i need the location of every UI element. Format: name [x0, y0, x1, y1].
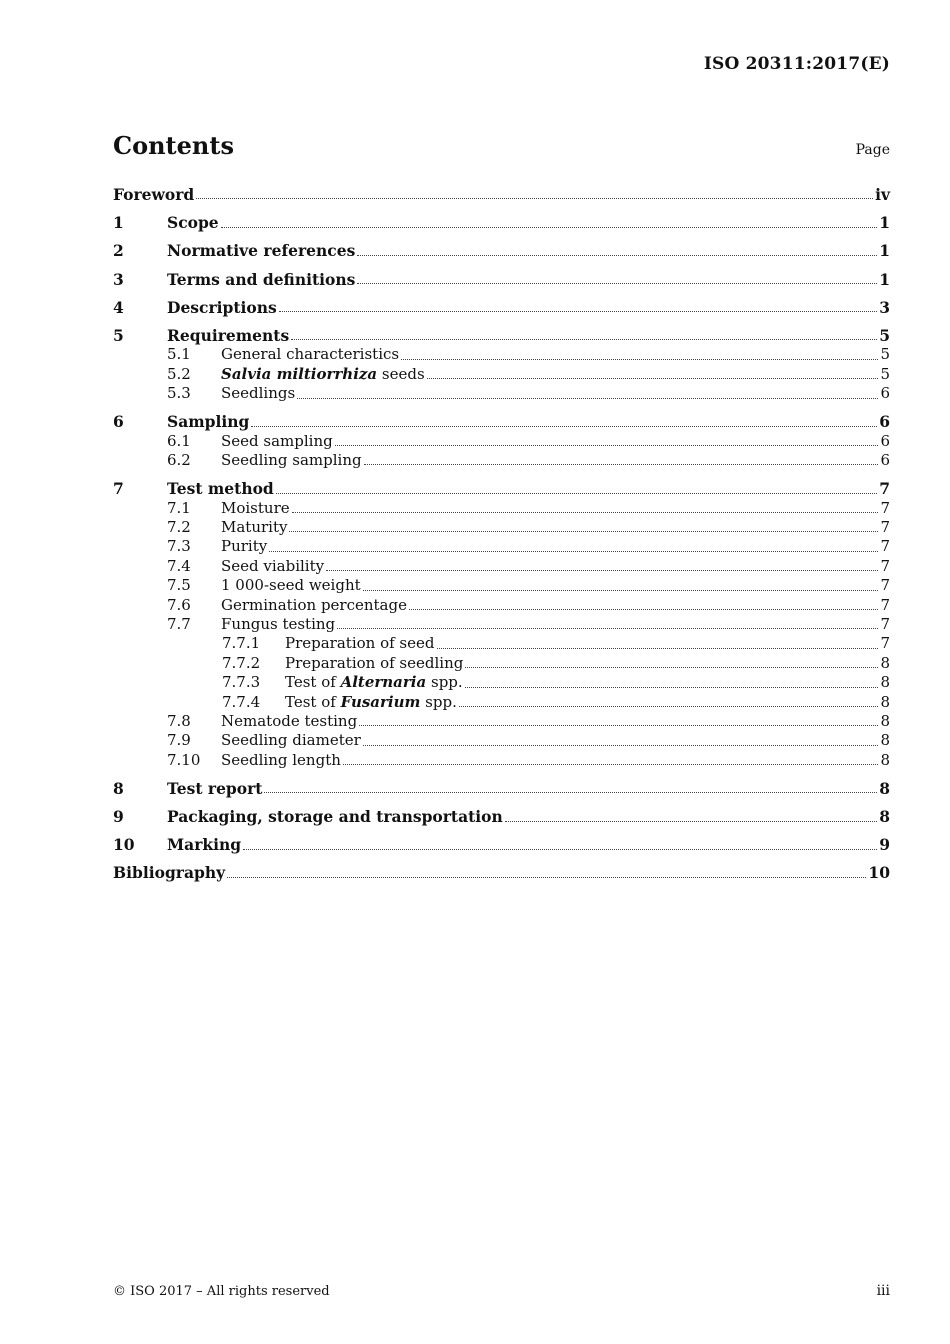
- toc-entry-page: 7: [880, 556, 890, 575]
- toc-entry-page: 6: [880, 451, 890, 470]
- toc-entry[interactable]: [113, 779, 890, 798]
- footer-copyright: © ISO 2017 – All rights reserved: [113, 1284, 330, 1299]
- toc-dot-leader: [427, 377, 879, 379]
- toc-entry-title: [221, 365, 427, 384]
- toc-entry-title-prefix: Test of: [285, 692, 341, 711]
- toc-entry-title: Test method: [167, 479, 274, 499]
- toc-entry-number: 7.6: [167, 595, 191, 614]
- toc-entry[interactable]: [113, 213, 890, 232]
- toc-entry-title: Normative references: [167, 241, 356, 261]
- toc-entry-number: 5.2: [167, 364, 191, 383]
- toc-dot-leader: [363, 589, 879, 591]
- toc-entry-page: 7: [880, 634, 890, 653]
- toc-entry-number: 5.1: [167, 345, 191, 364]
- toc-entry-number: 5: [113, 325, 124, 345]
- toc-entry-title: Preparation of seedling: [285, 653, 464, 672]
- toc-entry-number: 6.1: [167, 431, 191, 450]
- toc-entry-title: Test report: [167, 778, 263, 798]
- toc-entry-title: Moisture: [221, 498, 290, 517]
- toc-entry-number: 7.4: [167, 556, 191, 575]
- toc-entry-title: Seedling diameter: [221, 731, 361, 750]
- toc-entry[interactable]: [113, 412, 890, 431]
- toc-dot-leader: [409, 608, 878, 610]
- toc-dot-leader: [465, 686, 879, 688]
- footer-page-number: iii: [876, 1283, 890, 1299]
- toc-entry[interactable]: [113, 731, 890, 750]
- toc-entry-page: 8: [880, 750, 890, 769]
- toc-entry-number: 3: [113, 269, 124, 289]
- toc-entry[interactable]: [113, 807, 890, 826]
- toc-entry-title-species: Alternaria: [340, 673, 427, 692]
- toc-entry[interactable]: [113, 185, 890, 204]
- toc-entry-number: 7.3: [167, 537, 191, 556]
- toc-entry-page: 6: [880, 384, 890, 403]
- toc-entry[interactable]: [113, 693, 890, 712]
- toc-entry-page: iv: [875, 185, 890, 204]
- toc-entry-number: 8: [113, 778, 124, 798]
- toc-entry-page: 5: [880, 345, 890, 364]
- toc-entry-page: 1: [879, 213, 890, 233]
- toc-entry-title-species: Fusarium: [340, 692, 421, 711]
- toc-entry-number: 7.5: [167, 576, 191, 595]
- toc-entry-number: 7.8: [167, 711, 191, 730]
- toc-entry[interactable]: [113, 432, 890, 451]
- toc-dot-leader: [359, 724, 878, 726]
- toc-entry-number: 2: [113, 241, 124, 261]
- toc-dot-leader: [357, 282, 877, 284]
- toc-entry-page: 6: [880, 431, 890, 450]
- toc-entry-title: Scope: [167, 213, 219, 233]
- toc-entry-number: 6.2: [167, 451, 191, 470]
- toc-dot-leader: [505, 820, 877, 822]
- toc-entry-title: Preparation of seed: [285, 634, 435, 653]
- toc-entry-title: Maturity: [221, 518, 288, 537]
- toc-entry[interactable]: [113, 615, 890, 634]
- toc-dot-leader: [364, 463, 879, 465]
- toc-entry-number: 7.7.3: [222, 673, 261, 692]
- toc-dot-leader: [343, 763, 879, 765]
- toc-entry-page: 7: [880, 615, 890, 633]
- toc-entry[interactable]: [113, 499, 890, 518]
- toc-entry-number: 7.10: [167, 750, 201, 769]
- toc-entry-page: 7: [880, 595, 890, 614]
- toc-dot-leader: [326, 569, 878, 571]
- toc-entry[interactable]: [113, 673, 890, 692]
- toc-entry-title-species: Salvia miltiorrhiza: [221, 364, 378, 383]
- toc-entry-page: 1: [879, 269, 890, 289]
- table-of-contents: [113, 185, 890, 883]
- toc-entry-title: Terms and definitions: [167, 269, 356, 289]
- toc-entry-title: Bibliography: [113, 863, 226, 883]
- toc-entry-title: Descriptions: [167, 297, 277, 317]
- contents-heading: Contents: [113, 131, 234, 160]
- toc-entry-title: Foreword: [113, 185, 195, 204]
- toc-entry[interactable]: [113, 537, 890, 556]
- toc-entry[interactable]: [113, 241, 890, 260]
- toc-entry-page: 7: [880, 498, 890, 517]
- toc-entry-title: Seed sampling: [221, 431, 333, 450]
- toc-entry-title-suffix: seeds: [377, 364, 425, 383]
- toc-entry[interactable]: [113, 451, 890, 470]
- toc-entry[interactable]: [113, 751, 890, 770]
- toc-entry-title: Seed viability: [221, 556, 325, 575]
- toc-dot-leader: [276, 492, 877, 494]
- toc-entry-title: 1 000-seed weight: [221, 576, 361, 595]
- toc-entry-page: 8: [880, 731, 890, 750]
- toc-entry-title: General characteristics: [221, 345, 400, 364]
- toc-entry[interactable]: [113, 298, 890, 317]
- toc-entry-page: 8: [880, 692, 890, 711]
- toc-entry-page: 7: [880, 518, 890, 537]
- toc-entry-title-prefix: Test of: [285, 673, 341, 692]
- toc-entry-title: Seedlings: [221, 384, 296, 403]
- toc-entry-number: 6: [113, 412, 124, 432]
- toc-entry-page: 7: [880, 537, 890, 556]
- toc-entry-page: 8: [879, 778, 890, 798]
- toc-dot-leader: [196, 197, 873, 199]
- toc-entry[interactable]: [113, 270, 890, 289]
- toc-entry-title: Germination percentage: [221, 595, 407, 614]
- toc-dot-leader: [357, 254, 877, 256]
- toc-entry-number: 7: [113, 479, 124, 499]
- toc-entry[interactable]: [113, 557, 890, 576]
- toc-entry-title: Seedling length: [221, 750, 341, 769]
- toc-entry-title: Requirements: [167, 325, 290, 345]
- toc-dot-leader: [269, 550, 878, 552]
- toc-dot-leader: [335, 444, 879, 446]
- toc-entry-page: 1: [879, 241, 890, 261]
- toc-entry-number: 4: [113, 297, 124, 317]
- toc-entry-title: Seedling sampling: [221, 451, 362, 470]
- toc-entry-page: 8: [880, 711, 890, 730]
- toc-entry-title: Sampling: [167, 412, 250, 432]
- toc-entry-number: 7.9: [167, 731, 191, 750]
- toc-entry-number: 7.7.1: [222, 634, 261, 653]
- toc-entry-page: 6: [879, 412, 890, 432]
- toc-dot-leader: [289, 530, 878, 532]
- toc-entry[interactable]: [113, 326, 890, 345]
- toc-entry-title: Marking: [167, 835, 242, 855]
- toc-entry-number: 9: [113, 807, 124, 827]
- toc-entry[interactable]: [113, 863, 890, 882]
- toc-entry-number: 7.7.4: [222, 692, 261, 711]
- toc-dot-leader: [465, 666, 878, 668]
- toc-entry-page: 3: [879, 297, 890, 317]
- toc-entry[interactable]: [113, 654, 890, 673]
- toc-entry-page: 7: [880, 576, 890, 595]
- toc-entry-page: 7: [879, 479, 890, 499]
- toc-entry[interactable]: [113, 365, 890, 384]
- toc-entry[interactable]: [113, 634, 890, 653]
- toc-entry-page: 5: [880, 364, 890, 383]
- toc-entry[interactable]: [113, 345, 890, 364]
- toc-dot-leader: [459, 705, 879, 707]
- toc-entry-page: 9: [879, 835, 890, 855]
- toc-entry[interactable]: [113, 518, 890, 537]
- toc-dot-leader: [227, 876, 866, 878]
- toc-entry-title-suffix: spp.: [420, 692, 457, 711]
- toc-entry[interactable]: [113, 596, 890, 615]
- toc-entry-number: 5.3: [167, 384, 191, 403]
- toc-entry[interactable]: [113, 384, 890, 403]
- toc-entry-title: Fungus testing: [221, 615, 336, 633]
- toc-entry-page: 8: [880, 673, 890, 692]
- toc-dot-leader: [291, 338, 877, 340]
- page-column-label: Page: [855, 142, 890, 158]
- toc-entry-number: 10: [113, 835, 135, 855]
- toc-entry-title: Purity: [221, 537, 268, 556]
- toc-entry-page: 5: [879, 325, 890, 345]
- toc-entry-page: 10: [868, 863, 890, 883]
- toc-entry[interactable]: [113, 479, 890, 498]
- toc-dot-leader: [251, 425, 877, 427]
- toc-entry-number: 7.7: [167, 615, 191, 633]
- toc-entry-title-suffix: spp.: [426, 673, 463, 692]
- toc-entry-page: 8: [879, 807, 890, 827]
- toc-entry-number: 7.7.2: [222, 653, 261, 672]
- toc-entry-title: Packaging, storage and transportation: [167, 807, 503, 827]
- toc-dot-leader: [279, 310, 877, 312]
- toc-dot-leader: [292, 511, 879, 513]
- toc-dot-leader: [221, 226, 878, 228]
- toc-dot-leader: [401, 358, 878, 360]
- toc-entry[interactable]: [113, 712, 890, 731]
- toc-entry[interactable]: [113, 576, 890, 595]
- toc-dot-leader: [437, 647, 879, 649]
- toc-entry[interactable]: [113, 835, 890, 854]
- toc-entry-title: [285, 693, 459, 712]
- toc-entry-page: 8: [880, 653, 890, 672]
- toc-dot-leader: [264, 791, 877, 793]
- toc-entry-number: 7.2: [167, 518, 191, 537]
- toc-dot-leader: [297, 397, 878, 399]
- toc-entry-title: Nematode testing: [221, 711, 358, 730]
- toc-entry-title: [285, 673, 465, 692]
- toc-dot-leader: [363, 744, 879, 746]
- document-id: ISO 20311:2017(E): [703, 54, 890, 74]
- toc-dot-leader: [243, 848, 877, 850]
- toc-entry-number: 1: [113, 213, 124, 233]
- toc-dot-leader: [337, 627, 878, 629]
- toc-entry-number: 7.1: [167, 498, 191, 517]
